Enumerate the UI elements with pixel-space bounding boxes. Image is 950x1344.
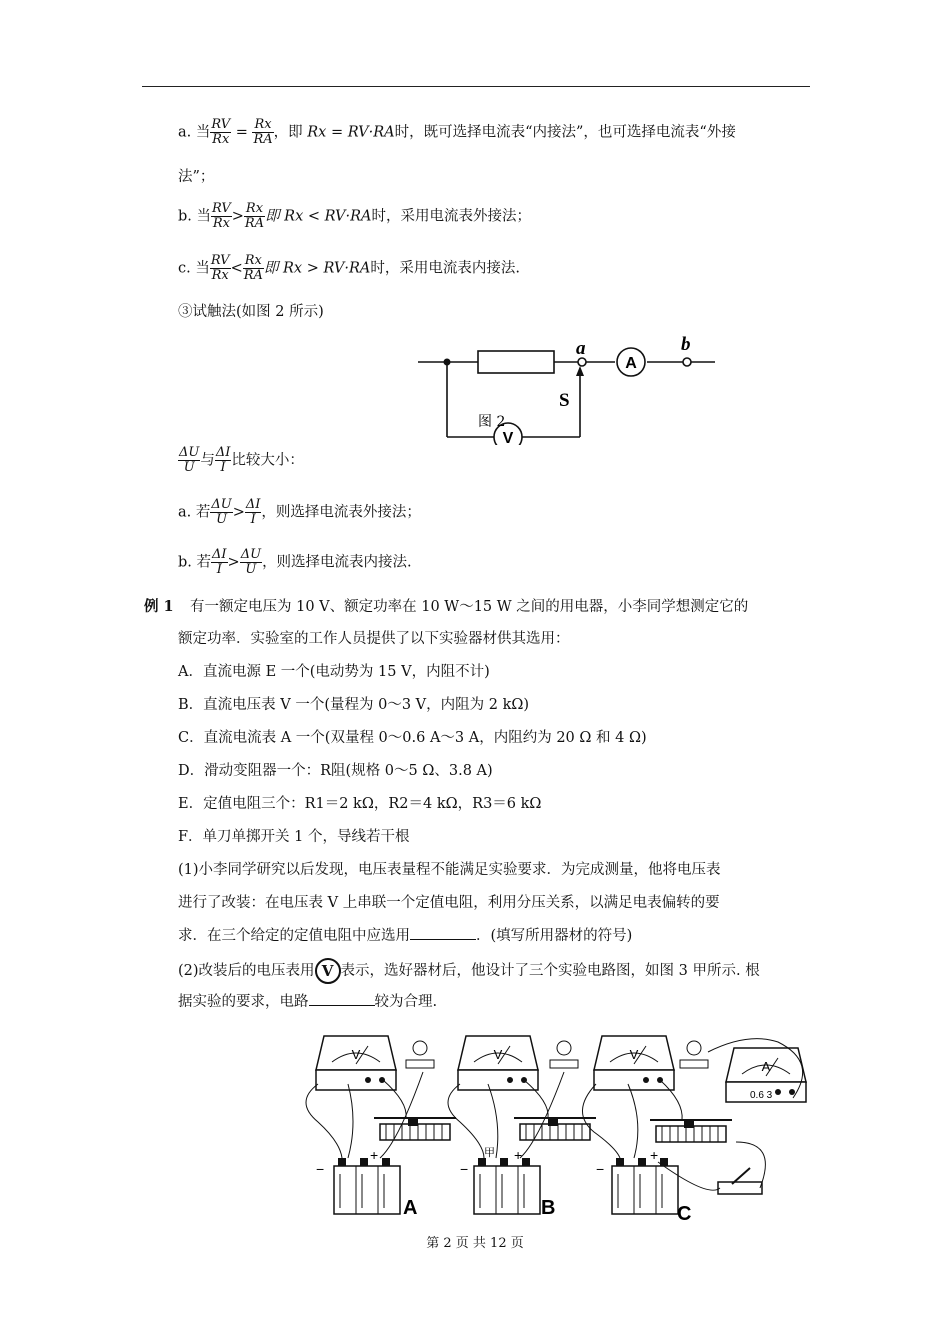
fraction: $\frac{\Delta U}{U}$ [240, 547, 262, 577]
fraction: $\frac{\Delta I}{I}$ [215, 445, 231, 475]
page-footer: 第 2 页 共 12 页 [426, 1236, 524, 1251]
panel-a-plus: + [370, 1147, 379, 1163]
fraction: $\frac{\Delta U}{U}$ [179, 445, 200, 475]
terminal-b [683, 358, 691, 366]
option-b: B．直流电压表 V 一个(量程为 0～3 V，内阻为 2 kΩ) [178, 697, 530, 713]
circuit-a [306, 1036, 456, 1214]
example-stem-2: 额定功率．实验室的工作人员提供了以下实验器材供其选用： [178, 631, 570, 647]
condition-c-line: c. 当 $\frac{RV}{Rx}$ < $\frac{Rx}{RA}$ 即 Rx > RV·RA时，采用电流表内接法. [178, 253, 520, 283]
switch-arrow [576, 366, 584, 376]
panel-c-minus: − [596, 1161, 605, 1177]
compare-line: $\frac{\Delta U}{U}$ 与 $\frac{\Delta I}{I}$ 比较大小： [179, 445, 304, 475]
resistor-rx [478, 351, 554, 373]
fraction: $\frac{RV}{Rx}$ [211, 117, 231, 147]
panel-c-ammeter-scale: 0.6 3 [750, 1090, 773, 1101]
header-rule [142, 86, 810, 87]
panel-c-plus: + [650, 1147, 659, 1163]
answer-blank-1[interactable] [410, 925, 476, 940]
question-1-line-1: (1)小李同学研究以后发现，电压表量程不能满足实验要求．为完成测量，他将电压表 [178, 862, 721, 878]
option-d: D．滑动变阻器一个：R阻(规格 0～5 Ω、3.8 A) [178, 763, 493, 779]
option-c: C．直流电流表 A 一个(双量程 0～0.6 A～3 A，内阻约为 20 Ω 和 4 Ω) [178, 730, 647, 746]
ammeter-label: A [625, 355, 637, 372]
option-a: A．直流电源 E 一个(电动势为 15 V，内阻不计) [178, 664, 490, 680]
panel-c-ammeter-label: A [761, 1059, 771, 1074]
question-2-line-2: 据实验的要求，电路 较为合理. [178, 991, 437, 1013]
fraction: $\frac{Rx}{RA}$ [243, 253, 263, 283]
circuit-b-label: B [541, 1197, 556, 1219]
fraction: $\frac{\Delta I}{I}$ [212, 547, 227, 577]
condition-a-continued: 法”； [178, 169, 215, 185]
voltmeter-label: V [502, 430, 514, 445]
circuit-c-label: C [677, 1203, 692, 1225]
panel-b-plus: + [514, 1147, 523, 1163]
label-a: a [576, 338, 586, 359]
circuit-c [582, 1036, 806, 1214]
condition-b-line: b. 当 $\frac{RV}{Rx}$ > $\frac{Rx}{RA}$ 即 Rx < RV·RA时，采用电流表外接法； [178, 201, 532, 231]
fraction: $\frac{Rx}{RA}$ [244, 201, 265, 231]
example-label: 例 1 [144, 598, 174, 615]
label-b: b [681, 334, 691, 355]
figure-2-circuit [410, 330, 720, 445]
circuit-b [448, 1036, 596, 1214]
fraction: $\frac{Rx}{RA}$ [253, 117, 273, 147]
circuit-a-label: A [403, 1197, 418, 1219]
fraction: $\frac{\Delta U}{U}$ [211, 497, 232, 527]
terminal-a [578, 358, 586, 366]
fraction: $\frac{RV}{Rx}$ [210, 253, 230, 283]
panel-c-voltmeter-label: V [629, 1047, 639, 1062]
fraction: $\frac{RV}{Rx}$ [212, 201, 231, 231]
panel-a-voltmeter-label: V [351, 1047, 361, 1062]
panel-b-minus: − [460, 1161, 469, 1177]
option-e: E．定值电阻三个：R1＝2 kΩ，R2＝4 kΩ，R3＝6 kΩ [178, 796, 542, 812]
case-b-line: b. 若 $\frac{\Delta I}{I}$ > $\frac{\Delta U}{U}$ ，则选择电流表内接法. [178, 547, 412, 577]
voltmeter-symbol-inline: V [315, 958, 341, 984]
trial-method-title: ③试触法(如图 2 所示) [178, 304, 324, 320]
question-2-line-1: (2)改装后的电压表用 V 表示，选好器材后，他设计了三个实验电路图，如图 3 甲所示. 根 [178, 958, 760, 984]
condition-a-line: a. 当 $\frac{RV}{Rx}$ = $\frac{Rx}{RA}$ ，即 Rx = RV·RA时，既可选择电流表“内接法”，也可选择电流表“外接 [178, 117, 736, 147]
example-stem-1: 有一额定电压为 10 V、额定功率在 10 W～15 W 之间的用电器，小李同学想测定它的 [190, 599, 749, 615]
panel-a-minus: − [316, 1161, 325, 1177]
answer-blank-2[interactable] [309, 991, 375, 1006]
question-1-line-3: 求．在三个给定的定值电阻中应选用 ．(填写所用器材的符号) [178, 925, 632, 947]
question-1-line-2: 进行了改装：在电压表 V 上串联一个定值电阻，利用分压关系，以满足电表偏转的要 [178, 895, 720, 911]
panel-b-voltmeter-label: V [493, 1047, 503, 1062]
option-f: F．单刀单掷开关 1 个，导线若干根 [178, 829, 410, 845]
fraction: $\frac{\Delta I}{I}$ [245, 497, 261, 527]
label-s: S [559, 390, 570, 411]
jia-label: 甲 [484, 1146, 495, 1159]
figure-2-caption: 图 2 [478, 414, 506, 430]
figure-3-circuits [288, 1022, 824, 1227]
case-a-line: a. 若 $\frac{\Delta U}{U}$ > $\frac{\Delta I}{I}$ ，则选择电流表外接法； [178, 497, 421, 527]
